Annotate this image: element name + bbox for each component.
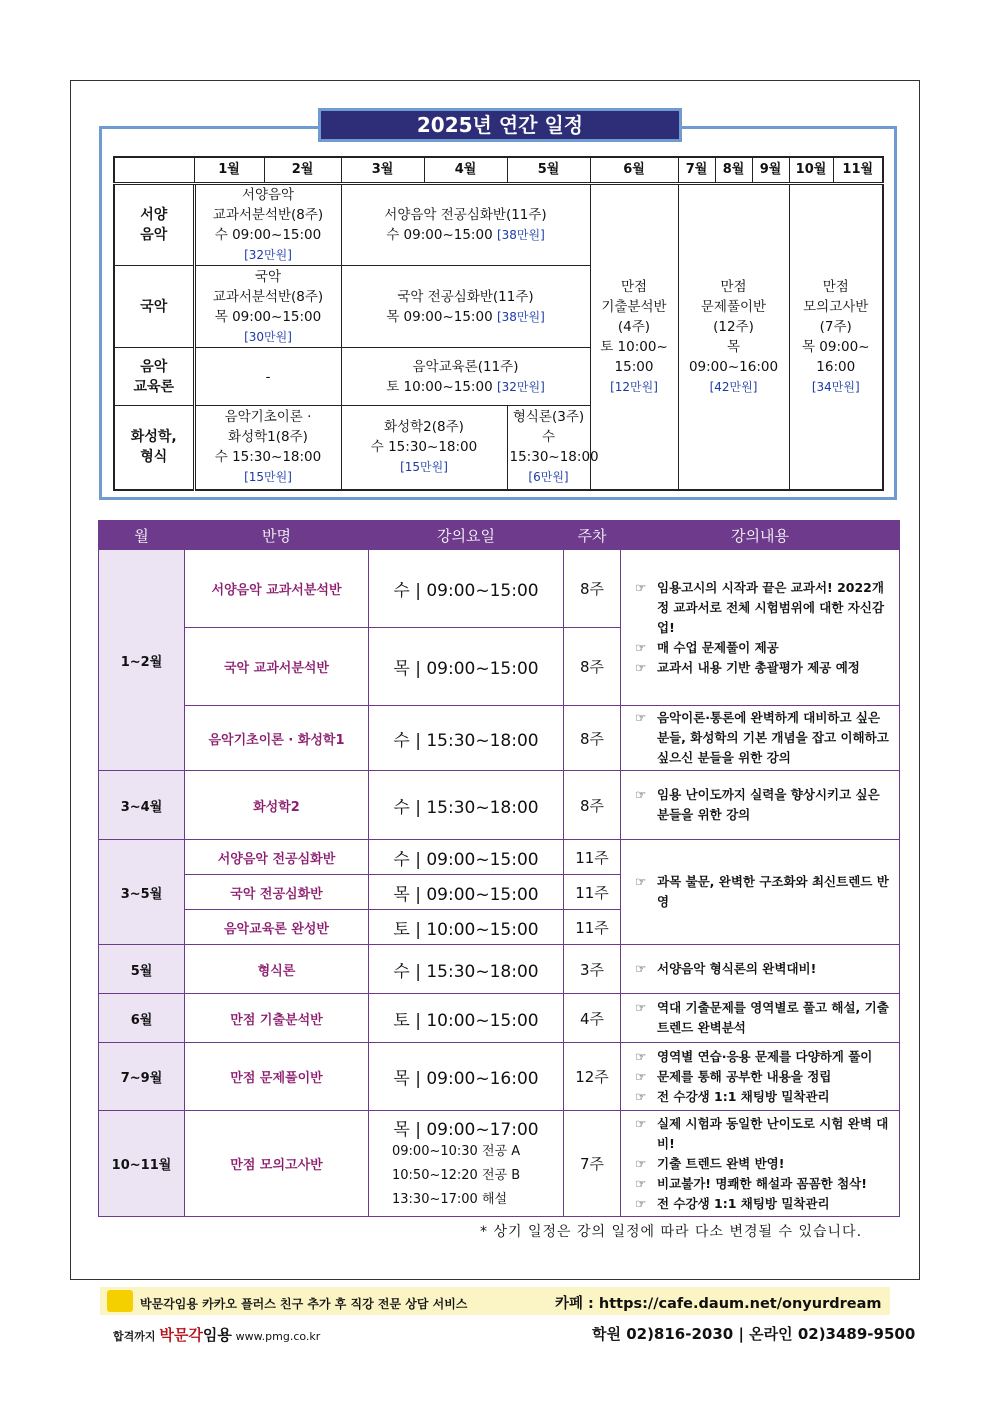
- col-header-content: 강의내용: [621, 521, 900, 550]
- month-header: 2월: [264, 157, 341, 184]
- class-name: 국악 교과서분석반: [185, 628, 369, 706]
- month-header: 9월: [752, 157, 789, 184]
- month-cell: 6월: [99, 994, 185, 1043]
- class-description: ☞ 음악이론·통론에 완벽하게 대비하고 싶은 분들, 화성학의 기본 개념을 잡고 이해하고 싶으신 분들을 위한 강의: [621, 706, 900, 771]
- class-day: 토 | 10:00~15:00: [369, 910, 564, 945]
- price-tag: [32만원]: [244, 248, 292, 262]
- oct-nov-mock-exam-cell: 만점 모의고사반 (7주) 목 09:00~ 16:00 [34만원]: [789, 184, 883, 490]
- table-row: [99, 706, 900, 771]
- col-header-day: 강의요일: [369, 521, 564, 550]
- june-exam-analysis-cell: 만점 기출분석반 (4주) 토 10:00~ 15:00 [12만원]: [590, 184, 678, 490]
- annual-schedule-table: [113, 156, 884, 491]
- class-weeks: 12주: [564, 1043, 621, 1111]
- row-label-harmony: 화성학, 형식: [114, 406, 194, 490]
- month-cell: 7~9월: [99, 1043, 185, 1111]
- price-tag: [38만원]: [496, 228, 545, 242]
- class-weeks: 3주: [564, 945, 621, 994]
- education-course-cell: 음악교육론(11주) 토 10:00~15:00 [32만원]: [341, 348, 590, 406]
- cafe-link[interactable]: 카페 : https://cafe.daum.net/onyurdream: [555, 1296, 882, 1312]
- western-advanced-cell: 서양음악 전공심화반(11주) 수 09:00~15:00 [38만원]: [341, 184, 590, 266]
- table-row: [99, 1111, 900, 1217]
- month-header: 7월: [678, 157, 715, 184]
- table-row: [99, 771, 900, 840]
- july-sep-problem-solving-cell: 만점 문제풀이반 (12주) 목 09:00~16:00 [42만원]: [678, 184, 789, 490]
- class-name: 화성학2: [185, 771, 369, 840]
- form-theory-cell: 형식론(3주) 수 15:30~18:00 [6만원]: [507, 406, 590, 490]
- class-weeks: 8주: [564, 706, 621, 771]
- price-tag: [12만원]: [610, 379, 658, 394]
- price-tag: [34만원]: [811, 379, 860, 394]
- course-detail-table: [98, 520, 900, 1217]
- row-label-western: 서양 음악: [114, 184, 194, 266]
- class-weeks: 8주: [564, 771, 621, 840]
- schedule-change-note: * 상기 일정은 강의 일정에 따라 다소 변경될 수 있습니다.: [480, 1224, 863, 1240]
- class-name: 음악기초이론 · 화성학1: [185, 706, 369, 771]
- month-header: 8월: [715, 157, 752, 184]
- class-name: 국악 전공심화반: [185, 875, 369, 910]
- corner-cell: [114, 157, 194, 184]
- western-textbook-cell: 서양음악 교과서분석반(8주) 수 09:00~15:00 [32만원]: [194, 184, 341, 266]
- month-header: 1월: [194, 157, 264, 184]
- month-cell: 5월: [99, 945, 185, 994]
- contact-phone: 학원 02)816-2030 | 온라인 02)3489-9500: [592, 1325, 916, 1343]
- class-name: 만점 문제풀이반: [185, 1043, 369, 1111]
- class-day: 수 | 15:30~18:00: [369, 706, 564, 771]
- kakao-consult-text: 박문각임용 카카오 플러스 친구 추가 후 직강 전문 상담 서비스: [140, 1297, 468, 1311]
- month-header: 6월: [590, 157, 678, 184]
- table-row: [99, 550, 900, 628]
- brand-logo: 합격까지 박문각임용 www.pmg.co.kr: [113, 1326, 321, 1344]
- row-label-education: 음악 교육론: [114, 348, 194, 406]
- row-label-korean: 국악: [114, 266, 194, 348]
- month-cell: 3~4월: [99, 771, 185, 840]
- class-weeks: 7주: [564, 1111, 621, 1217]
- col-header-class: 반명: [185, 521, 369, 550]
- col-header-month: 월: [99, 521, 185, 550]
- class-description: ☞ 임용 난이도까지 실력을 향상시키고 싶은 분들을 위한 강의: [621, 771, 900, 840]
- class-day: 수 | 15:30~18:00: [369, 771, 564, 840]
- table-row: [99, 945, 900, 994]
- kakao-icon[interactable]: [107, 1290, 133, 1312]
- month-cell: 1~2월: [99, 550, 185, 771]
- class-day: 목 | 09:00~17:00: [393, 1120, 539, 1140]
- table-row: [99, 994, 900, 1043]
- class-description: ☞ 임용고시의 시작과 끝은 교과서! 2022개정 교과서로 전체 시험범위에 대한 자신감 업! ☞ 매 수업 문제풀이 제공 ☞ 교과서 내용 기반 총괄평가 제공 예정: [621, 550, 900, 706]
- class-description: ☞ 역대 기출문제를 영역별로 풀고 해설, 기출트렌드 완벽분석: [621, 994, 900, 1043]
- class-name: 서양음악 교과서분석반: [185, 550, 369, 628]
- korean-textbook-cell: 국악 교과서분석반(8주) 목 09:00~15:00 [30만원]: [194, 266, 341, 348]
- class-description: ☞ 실제 시험과 동일한 난이도로 시험 완벽 대비! ☞ 기출 트렌드 완벽 반영! ☞ 비교불가! 명쾌한 해설과 꼼꼼한 첨삭! ☞ 전 수강생 1:1 채팅방 밀착관리: [621, 1111, 900, 1217]
- col-header-weeks: 주차: [564, 521, 621, 550]
- class-day: 목 | 09:00~15:00: [369, 628, 564, 706]
- price-tag: [38만원]: [496, 309, 545, 324]
- month-header: 3월: [341, 157, 424, 184]
- month-header: 11월: [833, 157, 883, 184]
- class-day-schedule: 목 | 09:00~17:00 09:00~10:30 전공 A 10:50~12:20 전공 B 13:30~17:00 해설: [369, 1111, 564, 1217]
- class-name: 형식론: [185, 945, 369, 994]
- class-weeks: 4주: [564, 994, 621, 1043]
- month-header: 4월: [424, 157, 507, 184]
- class-description: ☞ 과목 불문, 완벽한 구조화와 최신트렌드 반영: [621, 840, 900, 945]
- class-name: 만점 모의고사반: [185, 1111, 369, 1217]
- month-cell: 10~11월: [99, 1111, 185, 1217]
- table-row: [99, 840, 900, 875]
- month-header: 5월: [507, 157, 590, 184]
- price-tag: [15만원]: [400, 460, 448, 475]
- annual-schedule-title: 2025년 연간 일정: [318, 108, 682, 142]
- price-tag: [42만원]: [709, 379, 758, 394]
- price-tag: [6만원]: [528, 470, 569, 485]
- class-day: 토 | 10:00~15:00: [369, 994, 564, 1043]
- class-weeks: 11주: [564, 875, 621, 910]
- education-empty-cell: -: [194, 348, 341, 406]
- month-cell: 3~5월: [99, 840, 185, 945]
- class-day: 목 | 09:00~16:00: [369, 1043, 564, 1111]
- class-weeks: 8주: [564, 628, 621, 706]
- class-weeks: 11주: [564, 840, 621, 875]
- harmony1-cell: 음악기초이론 · 화성학1(8주) 수 15:30~18:00 [15만원]: [194, 406, 341, 490]
- korean-advanced-cell: 국악 전공심화반(11주) 목 09:00~15:00 [38만원]: [341, 266, 590, 348]
- class-name: 음악교육론 완성반: [185, 910, 369, 945]
- price-tag: [32만원]: [496, 379, 545, 394]
- class-description: ☞ 영역별 연습·응용 문제를 다양하게 풀이 ☞ 문제를 통해 공부한 내용을 정립 ☞ 전 수강생 1:1 채팅방 밀착관리: [621, 1043, 900, 1111]
- month-header: 10월: [789, 157, 833, 184]
- class-weeks: 8주: [564, 550, 621, 628]
- class-description: ☞ 서양음악 형식론의 완벽대비!: [621, 945, 900, 994]
- class-day: 수 | 09:00~15:00: [369, 840, 564, 875]
- class-day: 수 | 09:00~15:00: [369, 550, 564, 628]
- class-weeks: 11주: [564, 910, 621, 945]
- table-row: [99, 1043, 900, 1111]
- price-tag: [15만원]: [244, 470, 292, 485]
- price-tag: [30만원]: [244, 329, 292, 344]
- class-day: 목 | 09:00~15:00: [369, 875, 564, 910]
- class-day: 수 | 15:30~18:00: [369, 945, 564, 994]
- class-name: 서양음악 전공심화반: [185, 840, 369, 875]
- harmony2-cell: 화성학2(8주) 수 15:30~18:00 [15만원]: [341, 406, 507, 490]
- class-name: 만점 기출분석반: [185, 994, 369, 1043]
